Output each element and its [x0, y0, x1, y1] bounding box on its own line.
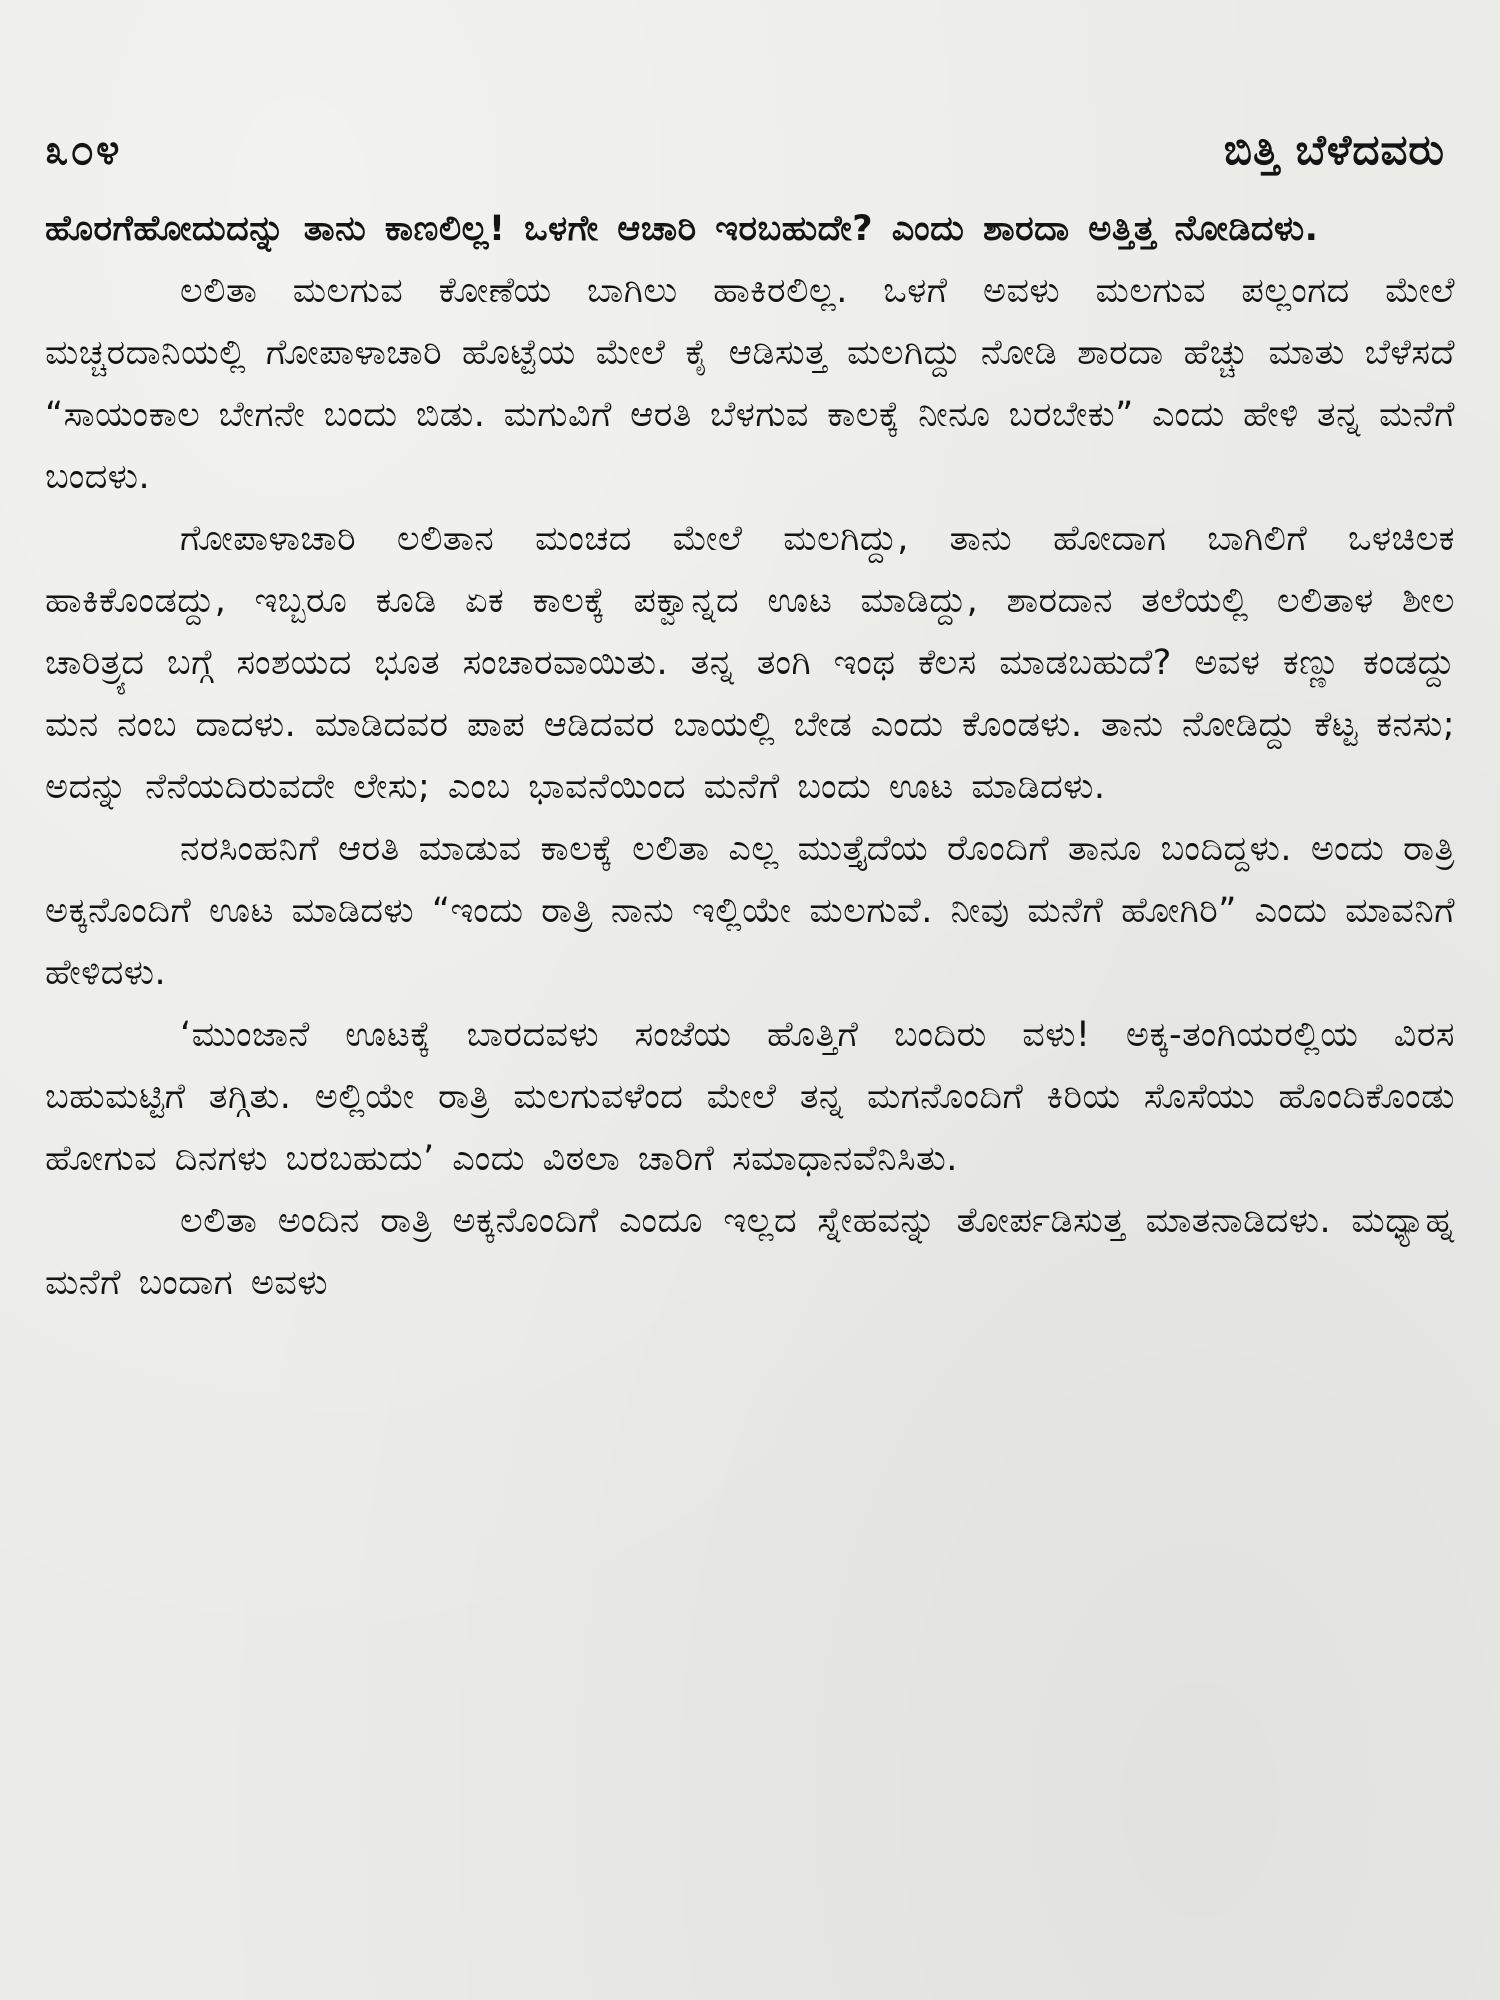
paragraph-3: ಗೋಪಾಳಾಚಾರಿ ಲಲಿತಾನ ಮಂಚದ ಮೇಲೆ ಮಲಗಿದ್ದು, ತಾನು ಹೋದಾಗ ಬಾಗಿಲಿಗೆ ಒಳಚಿಲಕ ಹಾಕಿಕೊಂಡದ್ದು, ಇಬ್ಬರೂ ಕೂಡಿ ಏಕ ಕಾಲಕ್ಕೆ ಪಕ್ವಾನ್ನದ ಊಟ ಮಾಡಿದ್ದು, ಶಾರದಾನ ತಲೆಯಲ್ಲಿ ಲಲಿತಾಳ ಶೀಲ ಚಾರಿತ್ರ್ಯದ ಬಗ್ಗೆ ಸಂಶಯದ ಭೂತ ಸಂಚಾರವಾಯಿತು. ತನ್ನ ತಂಗಿ ಇಂಥ ಕೆಲಸ ಮಾಡಬಹುದೆ? ಅವಳ ಕಣ್ಣು ಕಂಡದ್ದು ಮನ ನಂಬ ದಾದಳು. ಮಾಡಿದವರ ಪಾಪ ಆಡಿದವರ ಬಾಯಲ್ಲಿ ಬೇಡ ಎಂದು ಕೊಂಡಳು. ತಾನು ನೋಡಿದ್ದು ಕೆಟ್ಟ ಕನಸು; ಅದನ್ನು ನೆನೆಯದಿರುವದೇ ಲೇಸು; ಎಂಬ ಭಾವನೆಯಿಂದ ಮನೆಗೆ ಬಂದು ಊಟ ಮಾಡಿದಳು. [45, 519, 1455, 807]
book-title: ಬಿತ್ತಿ ಬೆಳೆದವರು [1223, 125, 1445, 174]
body-text [45, 198, 1455, 1314]
running-head [45, 120, 1455, 180]
paragraph-1: ಹೊರಗೆಹೋದುದನ್ನು ತಾನು ಕಾಣಲಿಲ್ಲ! ಒಳಗೇ ಆಚಾರಿ ಇರಬಹುದೇ? ಎಂದು ಶಾರದಾ ಅತ್ತಿತ್ತ ನೋಡಿದಳು. [45, 209, 1319, 249]
paragraph-6: ಲಲಿತಾ ಅಂದಿನ ರಾತ್ರಿ ಅಕ್ಕನೊಂದಿಗೆ ಎಂದೂ ಇಲ್ಲದ ಸ್ನೇಹವನ್ನು ತೋರ್ಪಡಿಸುತ್ತ ಮಾತನಾಡಿದಳು. ಮಧ್ಯಾಹ್ನ ಮನೆಗೆ ಬಂದಾಗ ಅವಳು [45, 1201, 1455, 1303]
paragraph-4: ನರಸಿಂಹನಿಗೆ ಆರತಿ ಮಾಡುವ ಕಾಲಕ್ಕೆ ಲಲಿತಾ ಎಲ್ಲ ಮುತ್ತೈದೆಯ ರೊಂದಿಗೆ ತಾನೂ ಬಂದಿದ್ದಳು. ಅಂದು ರಾತ್ರಿ ಅಕ್ಕನೊಂದಿಗೆ ಊಟ ಮಾಡಿದಳು “ಇಂದು ರಾತ್ರಿ ನಾನು ಇಲ್ಲಿಯೇ ಮಲಗುವೆ. ನೀವು ಮನೆಗೆ ಹೋಗಿರಿ” ಎಂದು ಮಾವನಿಗೆ ಹೇಳಿದಳು. [45, 829, 1455, 993]
page-number: ೩೦೪ [45, 125, 122, 174]
paragraph-5: ‘ಮುಂಜಾನೆ ಊಟಕ್ಕೆ ಬಾರದವಳು ಸಂಜೆಯ ಹೊತ್ತಿಗೆ ಬಂದಿರು ವಳು! ಅಕ್ಕ-ತಂಗಿಯರಲ್ಲಿಯ ವಿರಸ ಬಹುಮಟ್ಟಿಗೆ ತಗ್ಗಿತು. ಅಲ್ಲಿಯೇ ರಾತ್ರಿ ಮಲಗುವಳೆಂದ ಮೇಲೆ ತನ್ನ ಮಗನೊಂದಿಗೆ ಕಿರಿಯ ಸೊಸೆಯು ಹೊಂದಿಕೊಂಡು ಹೋಗುವ ದಿನಗಳು ಬರಬಹುದು’ ಎಂದು ವಿಠಲಾ ಚಾರಿಗೆ ಸಮಾಧಾನವೆನಿಸಿತು. [45, 1015, 1455, 1179]
paragraph-2: ಲಲಿತಾ ಮಲಗುವ ಕೋಣೆಯ ಬಾಗಿಲು ಹಾಕಿರಲಿಲ್ಲ. ಒಳಗೆ ಅವಳು ಮಲಗುವ ಪಲ್ಲಂಗದ ಮೇಲೆ ಮಚ್ಚರದಾನಿಯಲ್ಲಿ ಗೋಪಾಳಾಚಾರಿ ಹೊಟ್ಟೆಯ ಮೇಲೆ ಕೈ ಆಡಿಸುತ್ತ ಮಲಗಿದ್ದು ನೋಡಿ ಶಾರದಾ ಹೆಚ್ಚು ಮಾತು ಬೆಳೆಸದೆ “ಸಾಯಂಕಾಲ ಬೇಗನೇ ಬಂದು ಬಿಡು. ಮಗುವಿಗೆ ಆರತಿ ಬೆಳಗುವ ಕಾಲಕ್ಕೆ ನೀನೂ ಬರಬೇಕು” ಎಂದು ಹೇಳಿ ತನ್ನ ಮನೆಗೆ ಬಂದಳು. [45, 271, 1455, 497]
